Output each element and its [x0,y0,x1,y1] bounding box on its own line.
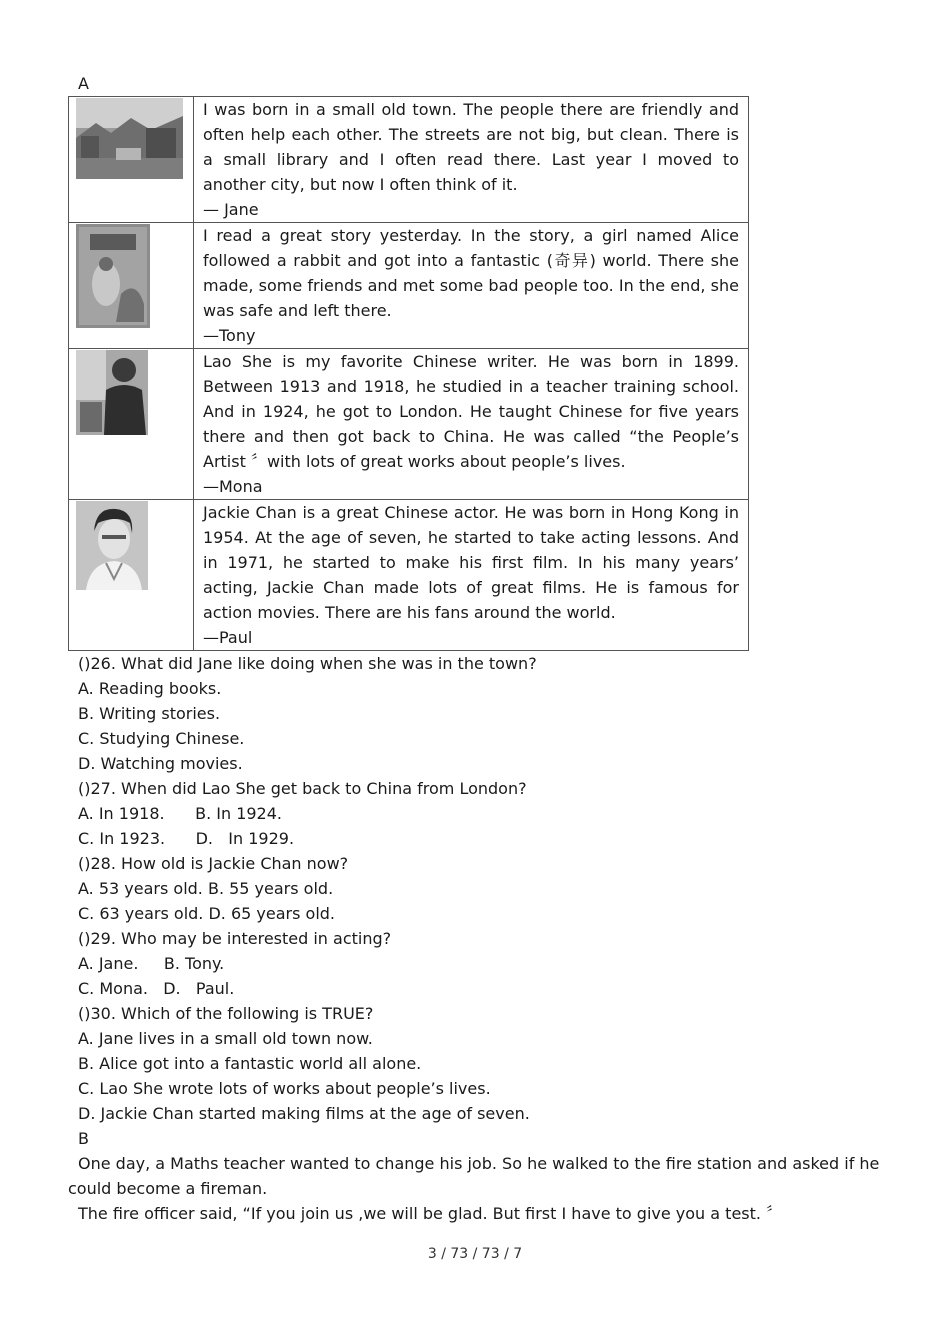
question-line: A. Jane. B. Tony. [78,954,225,973]
section-b-label: B [78,1129,89,1148]
photo-cell [69,223,194,349]
question-line: C. In 1923. D. In 1929. [78,829,295,848]
section-b-paragraph: One day, a Maths teacher wanted to change his job. So he walked to the fire station and asked if he could become a fireman. [68,1154,880,1198]
text-cell [194,500,749,651]
photo-cell [69,500,194,651]
document-page [68,72,882,1226]
photo-cell [69,349,194,500]
alice-book-cover-icon [76,224,150,328]
jackie-chan-portrait-icon [76,501,148,590]
lao-she-portrait-icon [76,350,148,435]
question-line: ()30. Which of the following is TRUE? [78,1004,374,1023]
photo-cell [69,97,194,223]
text-cell [194,223,749,349]
table-row [69,500,749,651]
question-line: D. Watching movies. [78,754,243,773]
questions [68,651,882,1126]
town-street-photo-icon [76,98,183,179]
entry-author-mona: —Mona [203,477,263,496]
question-line: ()29. Who may be interested in acting? [78,929,392,948]
question-line: ()26. What did Jane like doing when she was in the town? [78,654,537,673]
entry-text-jane: I was born in a small old town. The people there are friendly and often help each other. The streets are not big, but clean. There is a small library and I often read there. Last year I moved to another city, but now I often think of it. [203,100,739,194]
question-line: A. Jane lives in a small old town now. [78,1029,373,1048]
entry-text-mona: Lao She is my favorite Chinese writer. He was born in 1899. Between 1913 and 1918, he studied in a teacher training school. And in 1924, he got to London. He taught Chinese for five years there and then got back to China. He was called “the People’s Artist 〞with lots of great works about people’s lives. [203,352,739,471]
question-line: C. Mona. D. Paul. [78,979,235,998]
question-line: A. 53 years old. B. 55 years old. [78,879,334,898]
text-cell [194,97,749,223]
entry-author-paul: —Paul [203,628,253,647]
question-line: C. 63 years old. D. 65 years old. [78,904,335,923]
entry-author-tony: —Tony [203,326,256,345]
page-number: 3 / 73 / 73 / 7 [427,1246,523,1262]
entry-text-tony: I read a great story yesterday. In the story, a girl named Alice followed a rabbit and got into a fantastic (奇异) world. There she made, some friends and met some bad people too. In the end, she was safe and left there. [203,226,739,320]
question-line: C. Lao She wrote lots of works about people’s lives. [78,1079,491,1098]
question-line: ()27. When did Lao She get back to China from London? [78,779,527,798]
text-cell [194,349,749,500]
question-line: ()28. How old is Jackie Chan now? [78,854,349,873]
question-line: A. Reading books. [78,679,222,698]
entry-author-jane: — Jane [203,200,259,219]
table-row [69,97,749,223]
table-row [69,223,749,349]
reading-table [68,96,749,651]
question-line: A. In 1918. B. In 1924. [78,804,282,823]
question-line: C. Studying Chinese. [78,729,245,748]
section-b-paragraph: The fire officer said, “If you join us ,we will be glad. But first I have to give you a test. 〞 [78,1204,783,1223]
table-row [69,349,749,500]
question-line: B. Writing stories. [78,704,221,723]
entry-text-paul: Jackie Chan is a great Chinese actor. He was born in Hong Kong in 1954. At the age of seven, he started to take acting lessons. And in 1971, he started to make his first film. In his many years’ acting, Jackie Chan made lots of great films. He is famous for action movies. There are his fans around the world. [203,503,739,622]
question-line: D. Jackie Chan started making films at the age of seven. [78,1104,530,1123]
question-line: B. Alice got into a fantastic world all alone. [78,1054,422,1073]
section-a-label: A [78,74,89,93]
